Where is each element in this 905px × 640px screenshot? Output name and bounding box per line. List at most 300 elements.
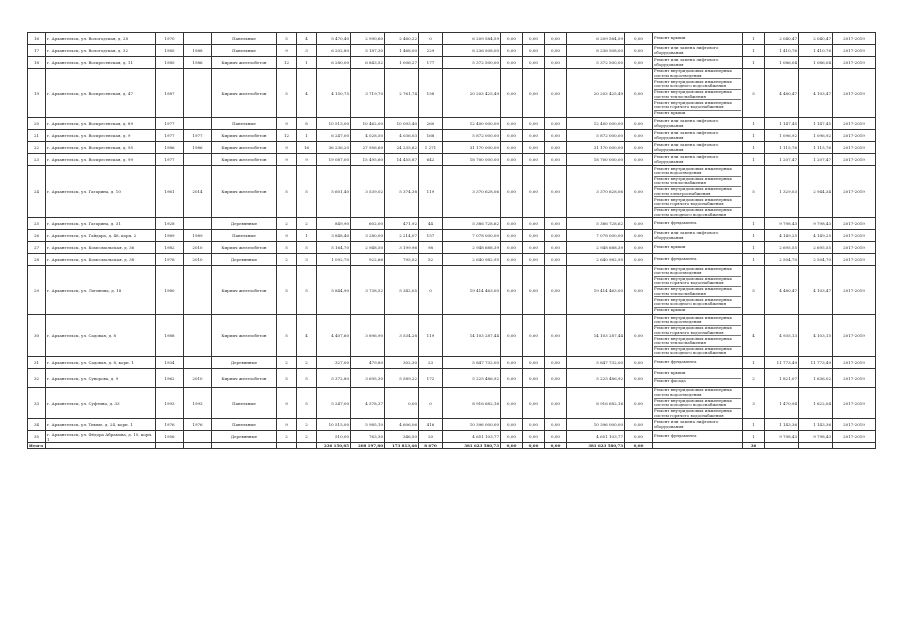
- living-area-cell: 922,66: [351, 254, 385, 266]
- unit-cost-cell: 4 149,25: [765, 230, 799, 242]
- entrances-cell: 3: [297, 254, 317, 266]
- max-unit-cost-cell: 1 086,04: [799, 57, 833, 69]
- work-item: Ремонт внутридомовых инженерных систем водоотведения: [654, 265, 732, 275]
- works-cell: [653, 166, 743, 218]
- living-area-cell: 3 896,90: [351, 315, 385, 357]
- living-area-cell: 27 956,60: [351, 142, 385, 154]
- living-area-cell: 602,00: [351, 218, 385, 230]
- floors-cell: 9: [277, 388, 297, 419]
- owners-funds-cell: 6 209 584,59: [567, 33, 625, 45]
- year-built-cell: 1987: [156, 69, 184, 118]
- fund-2-cell: 0,00: [523, 130, 545, 142]
- row-number: 16: [28, 33, 46, 45]
- fund-1-cell: 0,00: [501, 57, 523, 69]
- year-built-cell: 1985: [156, 57, 184, 69]
- repair-cost-cell: 18 700 000,00: [443, 154, 501, 166]
- fund-3-cell: 0,00: [545, 419, 567, 431]
- term-cell: 2017-2019: [833, 45, 876, 57]
- total-row: [28, 443, 876, 449]
- term-cell: 2017-2019: [833, 369, 876, 388]
- repair-cost-cell: 7 078 000,00: [443, 230, 501, 242]
- fund-3-cell: 0,00: [545, 315, 567, 357]
- table-row: [28, 118, 876, 130]
- total-fund-3: 0,00: [545, 443, 567, 449]
- year-built-cell: 1934: [156, 357, 184, 369]
- work-item: Ремонт внутридомовых инженерных систем водоотведения: [654, 314, 732, 325]
- other-funds-cell: 0,00: [625, 431, 653, 443]
- total-fund-2: 0,00: [523, 443, 545, 449]
- row-number: 23: [28, 154, 46, 166]
- works-count-cell: 1: [743, 45, 765, 57]
- total-area-cell: 4 150,75: [317, 69, 351, 118]
- works-count-cell: 5: [743, 69, 765, 118]
- fund-2-cell: 0,00: [523, 142, 545, 154]
- owned-area-cell: 346,50: [385, 431, 419, 443]
- total-owners-funds: 381 623 580,73: [567, 443, 625, 449]
- residents-cell: 0: [419, 388, 443, 419]
- fund-2-cell: 0,00: [523, 166, 545, 218]
- total-area-cell: 849,90: [317, 218, 351, 230]
- year-built-cell: 1962: [156, 369, 184, 388]
- owned-area-cell: 14 455,87: [385, 154, 419, 166]
- work-item: Ремонт или замена лифтового оборудования: [654, 118, 719, 128]
- living-area-cell: 15 495,60: [351, 154, 385, 166]
- owners-funds-cell: 5 225 486,92: [567, 369, 625, 388]
- total-area-2: 208 197,80: [351, 443, 385, 449]
- works-cell: [653, 242, 743, 254]
- repair-cost-cell: 4 651 103,77: [443, 431, 501, 443]
- wall-material-cell: Кирпич железобетон: [212, 315, 277, 357]
- term-cell: 2017-2019: [833, 154, 876, 166]
- fund-1-cell: 0,00: [501, 431, 523, 443]
- table-row: [28, 45, 876, 57]
- fund-2-cell: 0,00: [523, 242, 545, 254]
- year-overhaul-cell: 1986: [184, 57, 212, 69]
- works-count-cell: 1: [743, 419, 765, 431]
- fund-3-cell: 0,00: [545, 230, 567, 242]
- address-cell: г. Архангельск, ул. Фёдора Абрамова, д. 10, корп. 1: [46, 431, 156, 443]
- living-area-cell: 3 695,30: [351, 369, 385, 388]
- max-unit-cost-cell: 1 096,92: [799, 130, 833, 142]
- wall-material-cell: Кирпич железобетон: [212, 166, 277, 218]
- entrances-cell: 1: [297, 230, 317, 242]
- works-cell: [653, 388, 743, 419]
- wall-material-cell: Кирпич железобетон: [212, 242, 277, 254]
- wall-material-cell: Панельные: [212, 45, 277, 57]
- other-funds-cell: 0,00: [625, 154, 653, 166]
- owned-area-cell: 1 006,27: [385, 57, 419, 69]
- works-count-cell: 2: [743, 369, 765, 388]
- fund-3-cell: 0,00: [545, 266, 567, 315]
- fund-3-cell: 0,00: [545, 154, 567, 166]
- fund-3-cell: 0,00: [545, 69, 567, 118]
- total-area-cell: 10 513,00: [317, 118, 351, 130]
- address-cell: г. Архангельск, ул. Вологодская, д. 28: [46, 33, 156, 45]
- total-area-cell: 10 515,00: [317, 419, 351, 431]
- works-count-cell: 1: [743, 33, 765, 45]
- fund-2-cell: 0,00: [523, 315, 545, 357]
- address-cell: г. Архангельск, ул. Воскресенская, д. 89: [46, 118, 156, 130]
- repair-cost-cell: 5 847 732,00: [443, 357, 501, 369]
- fund-1-cell: 0,00: [501, 266, 523, 315]
- entrances-cell: 8: [297, 118, 317, 130]
- fund-2-cell: 0,00: [523, 154, 545, 166]
- year-overhaul-cell: [184, 154, 212, 166]
- living-area-cell: 4 578,37: [351, 388, 385, 419]
- address-cell: г. Архангельск, ул. Гагарина, д. 10: [46, 166, 156, 218]
- total-area-cell: 19 087,00: [317, 154, 351, 166]
- residents-cell: 158: [419, 69, 443, 118]
- floors-cell: 2: [277, 357, 297, 369]
- term-cell: 2017-2019: [833, 142, 876, 154]
- total-label: Итого: [28, 443, 46, 449]
- total-works-count: 36: [743, 443, 765, 449]
- row-number: 31: [28, 357, 46, 369]
- owned-area-cell: 2 761,74: [385, 69, 419, 118]
- works-cell: [653, 130, 743, 142]
- living-area-cell: 2 990,60: [351, 33, 385, 45]
- fund-1-cell: 0,00: [501, 154, 523, 166]
- living-area-cell: 3 719,70: [351, 69, 385, 118]
- other-funds-cell: 0,00: [625, 369, 653, 388]
- table-row: [28, 315, 876, 357]
- table-body: [28, 33, 876, 443]
- fund-3-cell: 0,00: [545, 218, 567, 230]
- unit-cost-cell: 1 086,04: [765, 57, 799, 69]
- entrances-cell: 1: [297, 57, 317, 69]
- floors-cell: 9: [277, 118, 297, 130]
- repair-cost-cell: 8 916 682,16: [443, 388, 501, 419]
- fund-2-cell: 0,00: [523, 33, 545, 45]
- residents-cell: 416: [419, 419, 443, 431]
- residents-cell: 23: [419, 357, 443, 369]
- other-funds-cell: 0,00: [625, 230, 653, 242]
- fund-1-cell: 0,00: [501, 388, 523, 419]
- works-cell: [653, 419, 743, 431]
- row-number: 21: [28, 130, 46, 142]
- total-residents: 8 670: [419, 443, 443, 449]
- owned-area-cell: 0,00: [385, 388, 419, 419]
- fund-1-cell: 0,00: [501, 69, 523, 118]
- unit-cost-cell: 1 821,07: [765, 369, 799, 388]
- fund-2-cell: 0,00: [523, 118, 545, 130]
- fund-2-cell: 0,00: [523, 45, 545, 57]
- table-row: [28, 33, 876, 45]
- address-cell: г. Архангельск, ул. Воскресенская, д. 11: [46, 57, 156, 69]
- work-item: Ремонт внутридомовых инженерных систем электроснабжения: [654, 186, 741, 196]
- address-cell: г. Архангельск, ул. Воскресенская, д. 99: [46, 154, 156, 166]
- work-item: Ремонт крыши: [654, 307, 741, 315]
- work-item: Ремонт крыши: [654, 34, 686, 40]
- residents-cell: 157: [419, 230, 443, 242]
- unit-cost-cell: 1 115,76: [765, 142, 799, 154]
- unit-cost-cell: 2 040,47: [765, 33, 799, 45]
- wall-material-cell: Кирпич железобетон: [212, 130, 277, 142]
- year-built-cell: 1985: [156, 45, 184, 57]
- works-cell: [653, 154, 743, 166]
- fund-3-cell: 0,00: [545, 57, 567, 69]
- address-cell: г. Архангельск, ул. Гагарина, д. 31: [46, 218, 156, 230]
- fund-2-cell: 0,00: [523, 218, 545, 230]
- residents-cell: 20: [419, 431, 443, 443]
- other-funds-cell: 0,00: [625, 57, 653, 69]
- works-count-cell: 1: [743, 431, 765, 443]
- address-cell: г. Архангельск, ул. Вологодская, д. 32: [46, 45, 156, 57]
- living-area-cell: 5 187,30: [351, 45, 385, 57]
- total-area-cell: 6 280,00: [317, 57, 351, 69]
- year-overhaul-cell: 1993: [184, 388, 212, 419]
- housing-repair-register-table: [27, 32, 876, 449]
- owners-funds-cell: 10 396 000,00: [567, 419, 625, 431]
- max-unit-cost-cell: 4 103,47: [799, 266, 833, 315]
- unit-cost-cell: 9 798,43: [765, 431, 799, 443]
- owned-area-cell: 795,02: [385, 254, 419, 266]
- wall-material-cell: Панельные: [212, 419, 277, 431]
- table-row: [28, 388, 876, 419]
- total-area-cell: 4 407,60: [317, 315, 351, 357]
- repair-cost-cell: 5 372 500,00: [443, 57, 501, 69]
- work-item: Ремонт внутридомовых инженерных систем горячего водоснабжения: [654, 408, 741, 418]
- wall-material-cell: Деревянные: [212, 218, 277, 230]
- works-count-cell: 1: [743, 154, 765, 166]
- fund-1-cell: 0,00: [501, 142, 523, 154]
- fund-3-cell: 0,00: [545, 431, 567, 443]
- year-built-cell: 1977: [156, 154, 184, 166]
- owners-funds-cell: 5 372 500,00: [567, 57, 625, 69]
- term-cell: 2017-2019: [833, 166, 876, 218]
- work-item: Ремонт внутридомовых инженерных систем горячего водоснабжения: [654, 196, 741, 206]
- year-overhaul-cell: 1988: [184, 45, 212, 57]
- address-cell: г. Архангельск, ул. Воскресенская, д. 9: [46, 130, 156, 142]
- works-count-cell: 1: [743, 142, 765, 154]
- entrances-cell: 9: [297, 154, 317, 166]
- work-item: Ремонт фундамента: [654, 358, 697, 364]
- works-count-cell: 1: [743, 254, 765, 266]
- address-cell: г. Архангельск, ул. Садовая, д. 8: [46, 315, 156, 357]
- floors-cell: 2: [277, 218, 297, 230]
- total-area-cell: 36 236,20: [317, 142, 351, 154]
- other-funds-cell: 0,00: [625, 254, 653, 266]
- year-built-cell: 1976: [156, 254, 184, 266]
- address-cell: г. Архангельск, ул. Комсомольская, д. 36: [46, 242, 156, 254]
- residents-cell: 229: [419, 45, 443, 57]
- floors-cell: 9: [277, 142, 297, 154]
- repair-cost-cell: 31 170 000,00: [443, 142, 501, 154]
- wall-material-cell: Деревянные: [212, 431, 277, 443]
- other-funds-cell: 0,00: [625, 69, 653, 118]
- work-item: Ремонт внутридомовых инженерных систем холодного водоснабжения: [654, 207, 741, 217]
- owned-area-cell: 4 606,06: [385, 419, 419, 431]
- floors-cell: 5: [277, 242, 297, 254]
- work-item: Ремонт внутридомовых инженерных систем холодного водоснабжения: [654, 398, 741, 408]
- term-cell: 2017-2019: [833, 315, 876, 357]
- wall-material-cell: Кирпич железобетон: [212, 142, 277, 154]
- fund-1-cell: 0,00: [501, 357, 523, 369]
- year-overhaul-cell: [184, 315, 212, 357]
- fund-1-cell: 0,00: [501, 33, 523, 45]
- fund-3-cell: 0,00: [545, 166, 567, 218]
- year-built-cell: 1977: [156, 118, 184, 130]
- fund-3-cell: 0,00: [545, 130, 567, 142]
- residents-cell: 52: [419, 254, 443, 266]
- year-built-cell: 1980: [156, 266, 184, 315]
- works-cell: [653, 57, 743, 69]
- table-row: [28, 369, 876, 388]
- year-overhaul-cell: [184, 69, 212, 118]
- other-funds-cell: 0,00: [625, 142, 653, 154]
- row-number: 35: [28, 431, 46, 443]
- living-area-cell: 763,30: [351, 431, 385, 443]
- term-cell: 2017-2019: [833, 218, 876, 230]
- owned-area-cell: 24 235,62: [385, 142, 419, 154]
- other-funds-cell: 0,00: [625, 130, 653, 142]
- total-area-cell: 5 372,80: [317, 369, 351, 388]
- total-cost: 381 623 580,73: [443, 443, 501, 449]
- register-sheet: [27, 32, 875, 449]
- address-cell: г. Архангельск, ул. Тимме, д. 24, корп. 1: [46, 419, 156, 431]
- wall-material-cell: Деревянные: [212, 254, 277, 266]
- repair-cost-cell: 6 209 584,59: [443, 33, 501, 45]
- term-cell: 2017-2019: [833, 130, 876, 142]
- entrances-cell: 2: [297, 431, 317, 443]
- fund-2-cell: 0,00: [523, 57, 545, 69]
- row-number: 24: [28, 166, 46, 218]
- unit-cost-cell: 1 410,76: [765, 45, 799, 57]
- works-count-cell: 1: [743, 130, 765, 142]
- work-item: Ремонт крыши: [654, 110, 741, 118]
- residents-cell: 642: [419, 154, 443, 166]
- year-built-cell: 1988: [156, 315, 184, 357]
- living-area-cell: 3 738,52: [351, 266, 385, 315]
- total-fund-1: 0,00: [501, 443, 523, 449]
- address-cell: г. Архангельск, ул. Воскресенская, д. 95: [46, 142, 156, 154]
- work-item: Ремонт или замена лифтового оборудования: [654, 130, 719, 140]
- living-area-cell: 479,80: [351, 357, 385, 369]
- unit-cost-cell: 1 207,47: [765, 154, 799, 166]
- max-unit-cost-cell: 1 622,04: [799, 388, 833, 419]
- living-area-cell: 3 280,00: [351, 230, 385, 242]
- unit-cost-cell: 1 470,94: [765, 388, 799, 419]
- floors-cell: 2: [277, 431, 297, 443]
- repair-cost-cell: 10 396 000,00: [443, 419, 501, 431]
- term-cell: 2017-2019: [833, 118, 876, 130]
- works-cell: [653, 230, 743, 242]
- wall-material-cell: Кирпич железобетон: [212, 69, 277, 118]
- floors-cell: 5: [277, 369, 297, 388]
- owners-funds-cell: 2 948 688,39: [567, 242, 625, 254]
- wall-material-cell: Панельные: [212, 388, 277, 419]
- floors-cell: 5: [277, 33, 297, 45]
- fund-3-cell: 0,00: [545, 254, 567, 266]
- fund-3-cell: 0,00: [545, 388, 567, 419]
- living-area-cell: 3 539,02: [351, 166, 385, 218]
- year-overhaul-cell: 2010: [184, 254, 212, 266]
- repair-cost-cell: 2 640 982,95: [443, 254, 501, 266]
- owners-funds-cell: 19 414 463,00: [567, 266, 625, 315]
- work-item: Ремонт внутридомовых инженерных систем холодного водоснабжения: [654, 346, 741, 356]
- table-row: [28, 130, 876, 142]
- unit-cost-cell: 2 504,70: [765, 254, 799, 266]
- owned-area-cell: 5 374,38: [385, 166, 419, 218]
- owners-funds-cell: 3 370 628,06: [567, 166, 625, 218]
- max-unit-cost-cell: 4 149,25: [799, 230, 833, 242]
- work-item: Ремонт или замена лифтового оборудования: [654, 230, 719, 240]
- repair-cost-cell: 5 386 728,62: [443, 218, 501, 230]
- floors-cell: 5: [277, 166, 297, 218]
- wall-material-cell: Панельные: [212, 118, 277, 130]
- floors-cell: 9: [277, 45, 297, 57]
- work-item: Ремонт фундамента: [654, 255, 697, 261]
- works-count-cell: 4: [743, 315, 765, 357]
- floors-cell: 9: [277, 230, 297, 242]
- floors-cell: 9: [277, 154, 297, 166]
- other-funds-cell: 0,00: [625, 419, 653, 431]
- row-number: 29: [28, 266, 46, 315]
- table-row: [28, 154, 876, 166]
- works-count-cell: 1: [743, 357, 765, 369]
- address-cell: г. Архангельск, ул. Комсомольская, д. 38: [46, 254, 156, 266]
- term-cell: 2017-2019: [833, 357, 876, 369]
- table-row: [28, 266, 876, 315]
- owned-area-cell: 3 199,96: [385, 242, 419, 254]
- table-row: [28, 242, 876, 254]
- entrances-cell: 5: [297, 369, 317, 388]
- work-item: Ремонт внутридомовых инженерных систем теплоснабжения: [654, 176, 741, 186]
- total-area-cell: 6 247,00: [317, 130, 351, 142]
- unit-cost-cell: 2 695,55: [765, 242, 799, 254]
- works-count-cell: 1: [743, 118, 765, 130]
- entrances-cell: 5: [297, 266, 317, 315]
- work-item: Ремонт или замена лифтового оборудования: [654, 419, 719, 429]
- unit-cost-cell: 4 480,47: [765, 266, 799, 315]
- term-cell: 2017-2019: [833, 242, 876, 254]
- entrances-cell: 5: [297, 166, 317, 218]
- residents-cell: 119: [419, 315, 443, 357]
- total-area-cell: 6 202,80: [317, 45, 351, 57]
- total-area-1: 236 150,85: [317, 443, 351, 449]
- entrances-cell: 4: [297, 69, 317, 118]
- wall-material-cell: Панельные: [212, 230, 277, 242]
- address-cell: г. Архангельск, ул. Логинова, д. 18: [46, 266, 156, 315]
- address-cell: г. Архангельск, ул. Гайдара, д. 46, корп. 2: [46, 230, 156, 242]
- row-number: 17: [28, 45, 46, 57]
- table-row: [28, 57, 876, 69]
- entrances-cell: 2: [297, 218, 317, 230]
- work-item: Ремонт или замена лифтового оборудования: [654, 154, 719, 164]
- fund-2-cell: 0,00: [523, 69, 545, 118]
- works-count-cell: 5: [743, 166, 765, 218]
- term-cell: 2017-2019: [833, 266, 876, 315]
- table-row: [28, 419, 876, 431]
- work-item: Ремонт внутридомовых инженерных систем водоотведения: [654, 68, 732, 78]
- max-unit-cost-cell: 1 143,36: [799, 419, 833, 431]
- owners-funds-cell: 31 170 000,00: [567, 142, 625, 154]
- repair-cost-cell: 2 948 688,39: [443, 242, 501, 254]
- year-built-cell: 1986: [156, 142, 184, 154]
- fund-1-cell: 0,00: [501, 230, 523, 242]
- owned-area-cell: 5 342,05: [385, 266, 419, 315]
- row-number: 33: [28, 388, 46, 419]
- works-cell: [653, 431, 743, 443]
- work-item: Ремонт внутридомовых инженерных систем водоотведения: [654, 165, 732, 175]
- other-funds-cell: 0,00: [625, 242, 653, 254]
- year-built-cell: 1989: [156, 230, 184, 242]
- works-cell: [653, 218, 743, 230]
- row-number: 25: [28, 218, 46, 230]
- works-count-cell: 5: [743, 266, 765, 315]
- work-item: Ремонт фундамента: [654, 219, 697, 225]
- owned-area-cell: 5 589,22: [385, 369, 419, 388]
